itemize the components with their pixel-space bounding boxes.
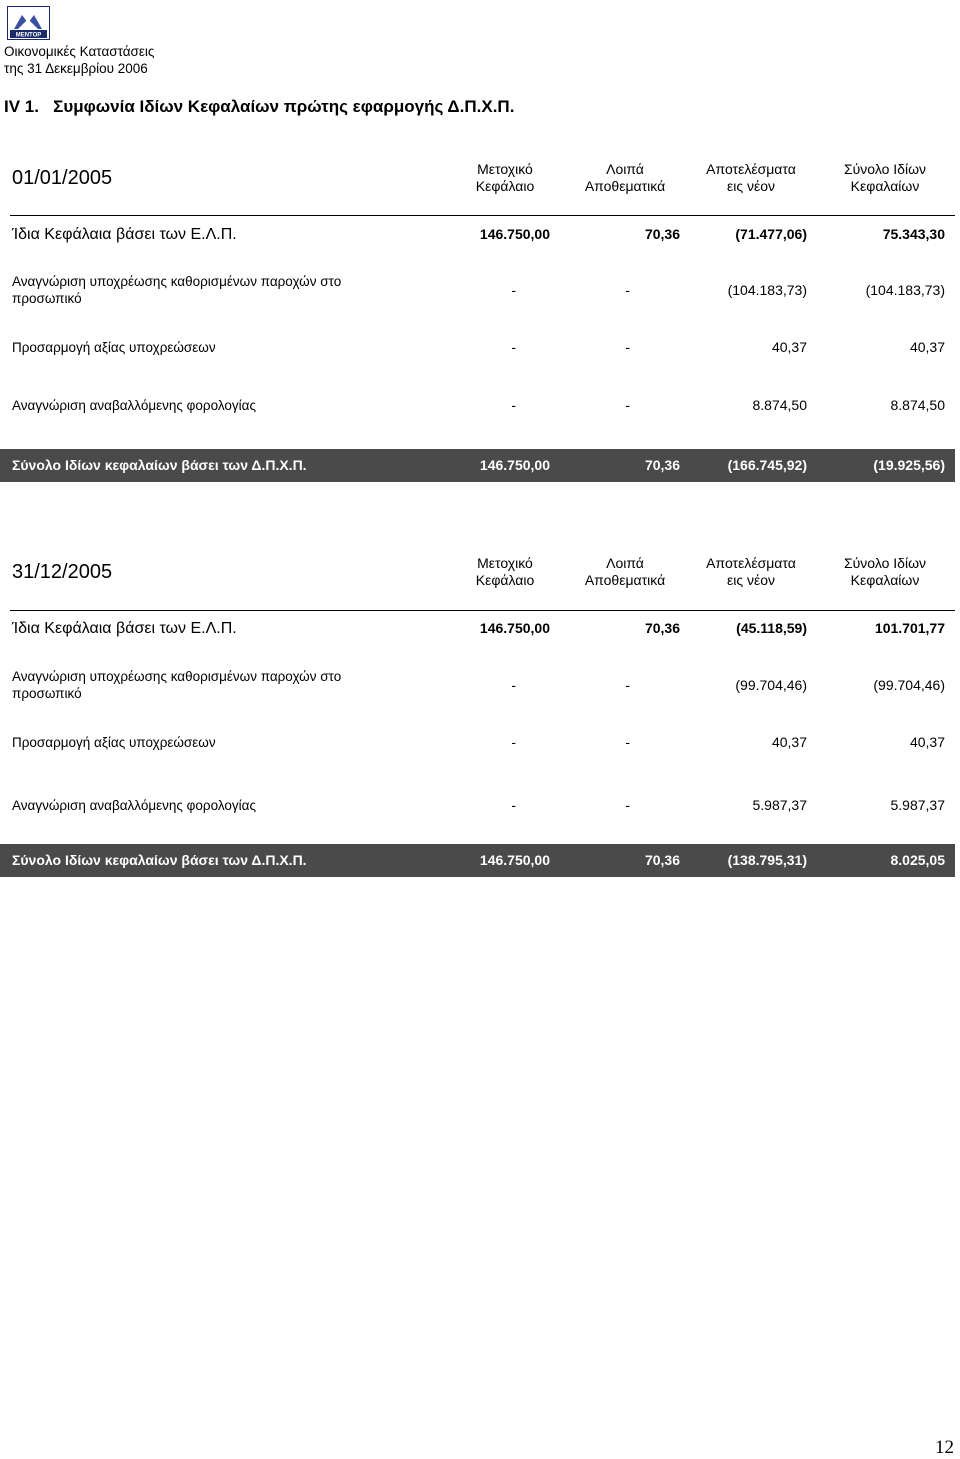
value-other-reserves: -: [625, 797, 630, 813]
column-header-line: Αποθεματικά: [584, 572, 666, 588]
value-other-reserves: -: [625, 282, 630, 298]
section-number: IV 1.: [4, 97, 39, 116]
value-share-capital: -: [511, 282, 516, 298]
value-share-capital: -: [511, 339, 516, 355]
page-number: 12: [935, 1437, 954, 1458]
column-header-line: Σύνολο Ιδίων: [843, 555, 927, 571]
column-header-total-equity: [825, 161, 945, 195]
column-header-other-reserves: [570, 555, 680, 589]
value-share-capital: -: [511, 734, 516, 750]
logo-text: ΜΕΝΤΟΡ: [15, 32, 42, 39]
total-label: Σύνολο Ιδίων κεφαλαίων βάσει των Δ.Π.Χ.Π.: [12, 457, 307, 473]
column-header-other-reserves: [570, 161, 680, 195]
column-header-line: Σύνολο Ιδίων: [843, 161, 927, 177]
value-other-reserves: -: [625, 339, 630, 355]
value-share-capital: -: [511, 677, 516, 693]
column-header-line: Λοιπά: [606, 161, 644, 177]
total-retained-earnings: (166.745,92): [727, 457, 807, 473]
row-label-line: προσωπικό: [12, 291, 82, 306]
value-share-capital: -: [511, 397, 516, 413]
row-label: Ίδια Κεφάλαια βάσει των Ε.Λ.Π.: [12, 226, 237, 243]
column-header-line: Μετοχικό: [477, 555, 533, 571]
row-label: Προσαρμογή αξίας υποχρεώσεων: [12, 340, 216, 355]
column-header-line: Κεφαλαίων: [850, 178, 920, 194]
total-share-capital: 146.750,00: [479, 852, 550, 868]
row-label-line: προσωπικό: [12, 686, 82, 701]
row-label-line: Αναγνώριση υποχρέωσης καθορισμένων παροχών στο: [12, 669, 342, 684]
value-share-capital: 146.750,00: [479, 226, 550, 242]
column-header-share-capital: [455, 555, 555, 589]
total-row: [0, 844, 955, 877]
row-label: Αναγνώριση αναβαλλόμενης φορολογίας: [12, 398, 256, 413]
value-retained-earnings: 8.874,50: [752, 397, 807, 413]
value-other-reserves: -: [625, 397, 630, 413]
value-total-equity: 5.987,37: [890, 797, 945, 813]
column-header-line: εις νέον: [726, 572, 775, 588]
value-retained-earnings: 40,37: [771, 339, 807, 355]
column-header-line: Αποθεματικά: [584, 178, 666, 194]
row-label-line: Αναγνώριση υποχρέωσης καθορισμένων παροχών στο: [12, 274, 342, 289]
total-other-reserves: 70,36: [644, 457, 680, 473]
company-line-2: της 31 Δεκεμβρίου 2006: [4, 61, 148, 76]
header-rule: [10, 610, 955, 611]
column-header-line: Κεφαλαίων: [850, 572, 920, 588]
column-header-line: Αποτελέσματα: [706, 161, 796, 177]
value-total-equity: (104.183,73): [865, 282, 945, 298]
value-retained-earnings: 40,37: [771, 734, 807, 750]
value-retained-earnings: (104.183,73): [727, 282, 807, 298]
total-equity: (19.925,56): [873, 457, 945, 473]
value-other-reserves: 70,36: [644, 226, 680, 242]
table-date: 31/12/2005: [12, 561, 113, 583]
section-title: [4, 97, 514, 117]
table-date: 01/01/2005: [12, 167, 113, 189]
value-total-equity: 101.701,77: [874, 620, 945, 636]
column-header-line: εις νέον: [726, 178, 775, 194]
value-total-equity: 8.874,50: [890, 397, 945, 413]
row-label: Ίδια Κεφάλαια βάσει των Ε.Λ.Π.: [12, 620, 237, 637]
value-retained-earnings: (99.704,46): [735, 677, 807, 693]
value-total-equity: 40,37: [909, 339, 945, 355]
row-label: Προσαρμογή αξίας υποχρεώσεων: [12, 735, 216, 750]
value-share-capital: 146.750,00: [479, 620, 550, 636]
header-rule: [10, 215, 955, 216]
value-other-reserves: -: [625, 734, 630, 750]
value-total-equity: (99.704,46): [873, 677, 945, 693]
value-other-reserves: 70,36: [644, 620, 680, 636]
company-logo: [7, 6, 50, 40]
column-header-line: Μετοχικό: [477, 161, 533, 177]
row-label: Αναγνώριση αναβαλλόμενης φορολογίας: [12, 798, 256, 813]
total-equity: 8.025,05: [890, 852, 945, 868]
row-label: [12, 273, 341, 307]
value-retained-earnings: (71.477,06): [735, 226, 807, 242]
column-header-line: Κεφάλαιο: [475, 572, 535, 588]
total-row: [0, 449, 955, 482]
column-header-line: Κεφάλαιο: [475, 178, 535, 194]
row-label: [12, 668, 341, 702]
total-retained-earnings: (138.795,31): [727, 852, 807, 868]
column-header-line: Λοιπά: [606, 555, 644, 571]
value-total-equity: 40,37: [909, 734, 945, 750]
total-share-capital: 146.750,00: [479, 457, 550, 473]
column-header-share-capital: [455, 161, 555, 195]
column-header-retained-earnings: [690, 161, 812, 195]
column-header-line: Αποτελέσματα: [706, 555, 796, 571]
value-share-capital: -: [511, 797, 516, 813]
value-total-equity: 75.343,30: [882, 226, 945, 242]
value-retained-earnings: 5.987,37: [752, 797, 807, 813]
column-header-total-equity: [825, 555, 945, 589]
total-label: Σύνολο Ιδίων κεφαλαίων βάσει των Δ.Π.Χ.Π.: [12, 852, 307, 868]
value-retained-earnings: (45.118,59): [736, 620, 807, 636]
value-other-reserves: -: [625, 677, 630, 693]
company-line-1: Οικονομικές Καταστάσεις: [4, 44, 155, 59]
company-info: [4, 43, 154, 77]
column-header-retained-earnings: [690, 555, 812, 589]
total-other-reserves: 70,36: [644, 852, 680, 868]
section-title-text: Συμφωνία Ιδίων Κεφαλαίων πρώτης εφαρμογής Δ.Π.Χ.Π.: [53, 97, 515, 116]
